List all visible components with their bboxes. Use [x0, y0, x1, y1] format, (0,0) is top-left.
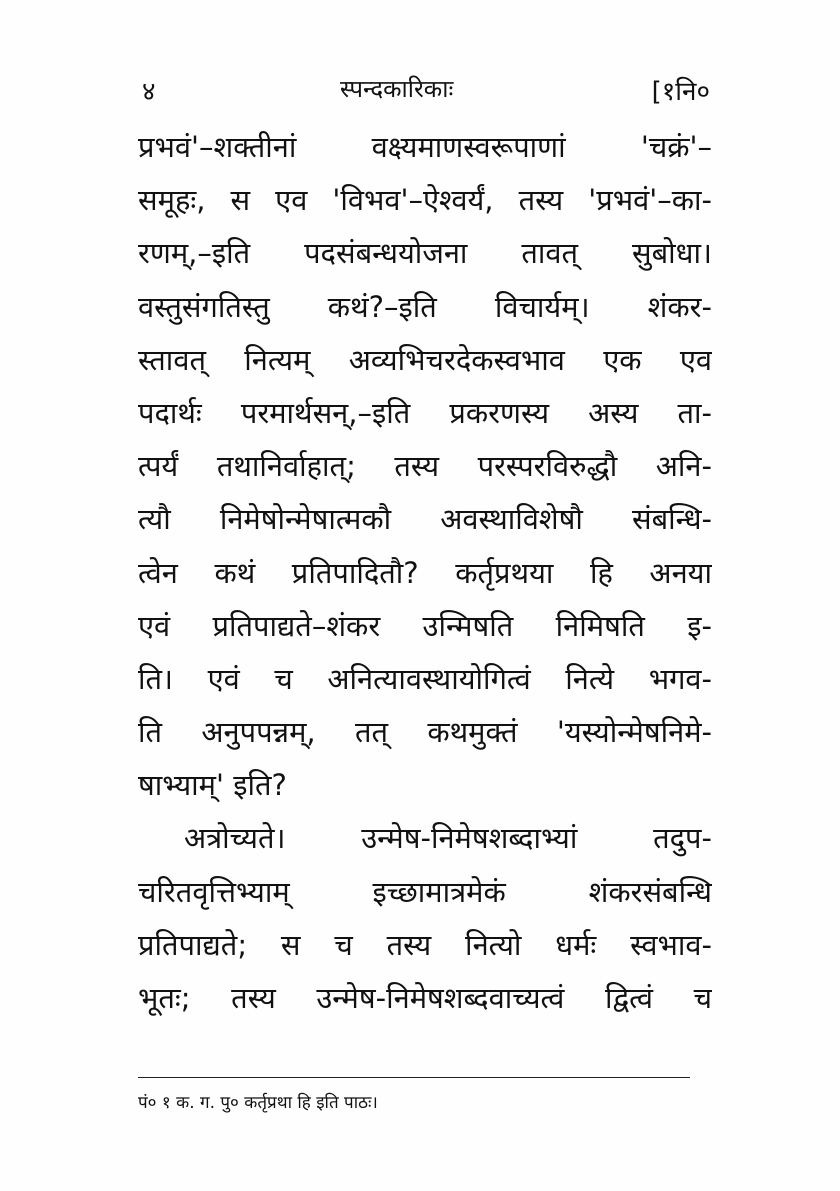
text-line: त्पर्यं तथानिर्वाहात्; तस्य परस्परविरुद्धौ अनि-	[138, 449, 712, 484]
footnote-divider	[138, 1077, 690, 1078]
text-line: वस्तुसंगतिस्तु कथं?–इति विचार्यम्। शंकर-	[138, 289, 712, 324]
text-line: ति। एवं च अनित्यावस्थायोगित्वं नित्ये भगव-	[138, 661, 712, 696]
text-line: त्वेन कथं प्रतिपादितौ? कर्तृप्रथया हि अनया	[138, 555, 712, 590]
text-line: समूहः, स एव 'विभव'–ऐश्वर्यं, तस्य 'प्रभवं'–का-	[138, 183, 712, 218]
text-line: षाभ्याम्' इति?	[138, 768, 287, 803]
text-line: प्रतिपाद्यते; स च तस्य नित्यो धर्मः स्वभाव-	[138, 927, 712, 962]
text-line: एवं प्रतिपाद्यते–शंकर उन्मिषति निमिषति इ-	[138, 608, 712, 643]
section-mark: [१नि०	[651, 77, 710, 107]
page-header	[140, 72, 710, 112]
body-text	[138, 121, 712, 1025]
text-line: प्रभवं'–शक्तीनां वक्ष्यमाणस्वरूपाणां 'चक्रं'–	[138, 130, 712, 164]
text-line: ति अनुपपन्नम्, तत् कथमुक्तं 'यस्योन्मेषनिमे-	[138, 715, 712, 750]
running-title: स्पन्दकारिकाः	[340, 75, 454, 103]
text-line: रणम्,–इति पदसंबन्धयोजना तावत् सुबोधा।	[138, 236, 712, 271]
text-line: पदार्थः परमार्थसन्,–इति प्रकरणस्य अस्य ता-	[138, 395, 712, 430]
text-line: चरितवृत्तिभ्याम् इच्छामात्रमेकं शंकरसंबन्धि	[138, 874, 712, 909]
text-line: त्यौ निमेषोन्मेषात्मकौ अवस्थाविशेषौ संबन्धि-	[138, 502, 712, 537]
text-line: अत्रोच्यते। उन्मेष-निमेषशब्दाभ्यां तदुप-	[184, 821, 712, 856]
page-number: ४	[142, 77, 156, 107]
text-line: स्तावत् नित्यम् अव्यभिचरदेकस्वभाव एक एव	[138, 342, 712, 377]
footnote: पं० १ क. ग. पु० कर्तृप्रथा हि इति पाठः।	[138, 1093, 378, 1113]
text-line: भूतः; तस्य उन्मेष-निमेषशब्दवाच्यत्वं द्वित्वं च	[138, 981, 712, 1015]
